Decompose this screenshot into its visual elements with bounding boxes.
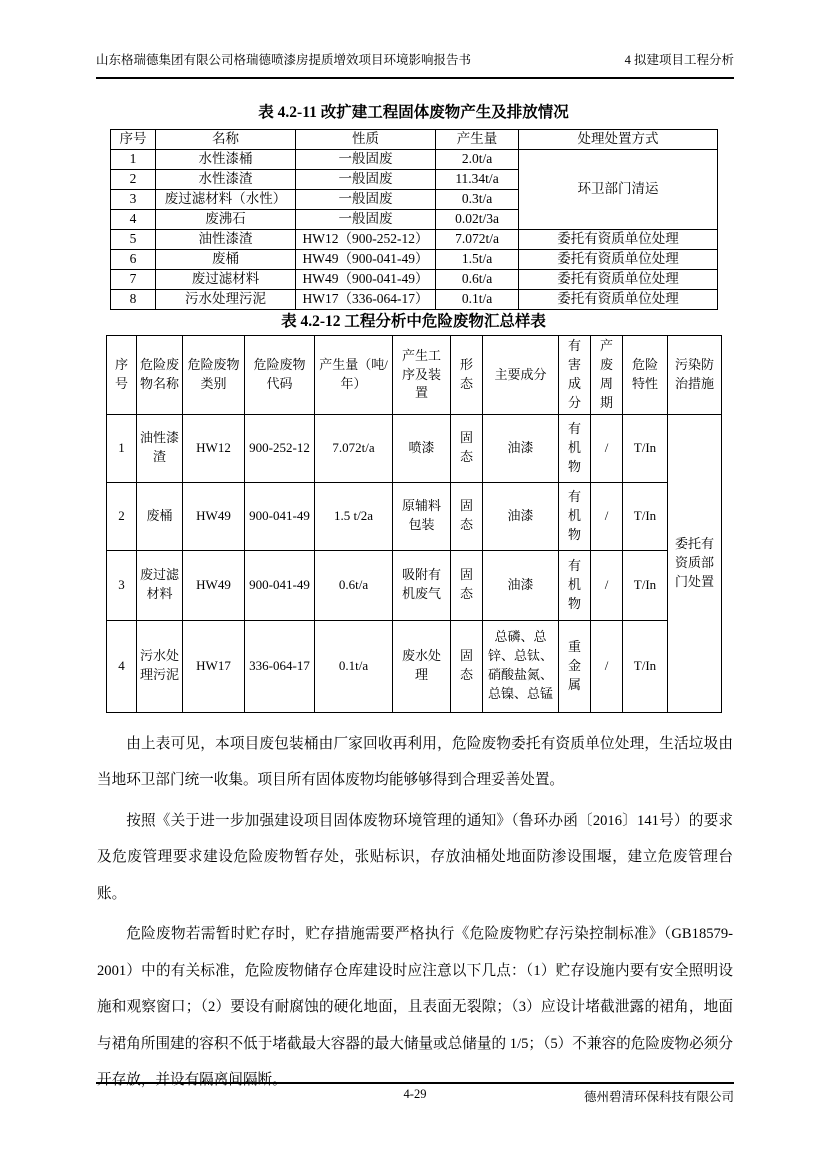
footer-company: 德州碧清环保科技有限公司 <box>583 1090 734 1104</box>
cell-measure-merged: 委托有资质部门处置 <box>668 414 722 712</box>
cell-nature: HW49（900-041-49） <box>296 250 436 270</box>
cell-category: HW17 <box>183 620 245 712</box>
cell-main-component: 总磷、总锌、总钛、硝酸盐氮、总镍、总锰 <box>483 620 559 712</box>
page-header <box>96 50 734 79</box>
cell-no: 6 <box>111 250 156 270</box>
cell-name: 废过滤材料 <box>156 270 296 290</box>
cell-no: 1 <box>111 150 156 170</box>
cell-main-component: 油漆 <box>483 414 559 482</box>
table-row <box>107 482 722 550</box>
cell-amount: 0.02t/3a <box>436 210 519 230</box>
column-header: 性质 <box>296 130 436 150</box>
solid-waste-table <box>110 129 718 310</box>
header-chapter-title: 4 拟建项目工程分析 <box>624 53 734 67</box>
cell-hazard: T/In <box>623 620 668 712</box>
cell-amount: 7.072t/a <box>315 414 393 482</box>
cell-no: 8 <box>111 290 156 310</box>
cell-cycle: / <box>591 414 623 482</box>
cell-amount: 1.5t/a <box>436 250 519 270</box>
column-header: 序号 <box>111 130 156 150</box>
cell-nature: HW49（900-041-49） <box>296 270 436 290</box>
cell-hazard: T/In <box>623 550 668 620</box>
body-text <box>97 726 733 1099</box>
cell-harmful: 有机物 <box>559 550 591 620</box>
cell-amount: 0.1t/a <box>315 620 393 712</box>
cell-process: 废水处理 <box>393 620 451 712</box>
cell-main-component: 油漆 <box>483 550 559 620</box>
paragraph: 按照《关于进一步加强建设项目固体废物环境管理的通知》（鲁环办函〔2016〕141号）的要求及危废管理要求建设危险废物暂存处，张贴标识，存放油桶处地面防渗设围堰，建立危废管理台账。 <box>97 812 733 902</box>
cell-nature: 一般固废 <box>296 170 436 190</box>
column-header: 序号 <box>107 336 137 414</box>
cell-harmful: 重金属 <box>559 620 591 712</box>
cell-no: 2 <box>111 170 156 190</box>
column-header: 形态 <box>451 336 483 414</box>
table-row <box>107 414 722 482</box>
cell-cycle: / <box>591 482 623 550</box>
cell-name: 废桶 <box>137 482 183 550</box>
cell-no: 4 <box>107 620 137 712</box>
cell-amount: 11.34t/a <box>436 170 519 190</box>
cell-cycle: / <box>591 550 623 620</box>
cell-hazard: T/In <box>623 482 668 550</box>
column-header: 名称 <box>156 130 296 150</box>
cell-no: 3 <box>107 550 137 620</box>
column-header: 危险废物名称 <box>137 336 183 414</box>
cell-amount: 2.0t/a <box>436 150 519 170</box>
cell-code: 900-041-49 <box>245 550 315 620</box>
column-header: 产生量（吨/年） <box>315 336 393 414</box>
table-row <box>111 150 718 170</box>
cell-name: 废过滤材料（水性） <box>156 190 296 210</box>
table-row <box>111 290 718 310</box>
table-row <box>107 550 722 620</box>
cell-no: 3 <box>111 190 156 210</box>
cell-code: 900-252-12 <box>245 414 315 482</box>
cell-form: 固态 <box>451 550 483 620</box>
column-header: 处理处置方式 <box>519 130 718 150</box>
cell-disposal-merged: 环卫部门清运 <box>519 150 718 230</box>
cell-name: 水性漆渣 <box>156 170 296 190</box>
cell-category: HW49 <box>183 482 245 550</box>
table1-title: 表 4.2-11 改扩建工程固体废物产生及排放情况 <box>258 104 569 121</box>
header-report-title: 山东格瑞德集团有限公司格瑞德喷漆房提质增效项目环境影响报告书 <box>96 53 472 67</box>
cell-no: 5 <box>111 230 156 250</box>
cell-amount: 0.1t/a <box>436 290 519 310</box>
cell-code: 336-064-17 <box>245 620 315 712</box>
cell-nature: 一般固废 <box>296 150 436 170</box>
cell-process: 喷漆 <box>393 414 451 482</box>
table-header-row <box>111 130 718 150</box>
cell-nature: HW17（336-064-17） <box>296 290 436 310</box>
cell-harmful: 有机物 <box>559 414 591 482</box>
column-header: 主要成分 <box>483 336 559 414</box>
cell-hazard: T/In <box>623 414 668 482</box>
paragraph: 危险废物若需暂时贮存时，贮存措施需要严格执行《危险废物贮存污染控制标准》（GB18579-2001）中的有关标准，危险废物储存仓库建设时应注意以下几点：（1）贮存设施内要有安全照明设施和观察窗口；（2）要设有耐腐蚀的硬化地面，且表面无裂隙；（3）应设计堵截泄露的裙角，地面与裙角所围建的容积不低于堵截最大容器的最大储量或总储量的 1/5；（5）不兼容的危险废物必须分开存放，并设有隔离间隔断。 <box>97 926 733 1089</box>
cell-name: 水性漆桶 <box>156 150 296 170</box>
cell-nature: HW12（900-252-12） <box>296 230 436 250</box>
column-header: 产生量 <box>436 130 519 150</box>
column-header: 产废周期 <box>591 336 623 414</box>
cell-name: 废桶 <box>156 250 296 270</box>
page-footer <box>96 1082 734 1108</box>
column-header: 有害成分 <box>559 336 591 414</box>
page-number: 4-29 <box>403 1087 427 1101</box>
cell-form: 固态 <box>451 414 483 482</box>
cell-category: HW12 <box>183 414 245 482</box>
cell-disposal: 委托有资质单位处理 <box>519 250 718 270</box>
cell-nature: 一般固废 <box>296 210 436 230</box>
table-header-row <box>107 336 722 414</box>
cell-name: 油性漆渣 <box>156 230 296 250</box>
cell-name: 废沸石 <box>156 210 296 230</box>
cell-amount: 1.5 t/2a <box>315 482 393 550</box>
cell-process: 原辅料包装 <box>393 482 451 550</box>
cell-form: 固态 <box>451 620 483 712</box>
cell-harmful: 有机物 <box>559 482 591 550</box>
hazardous-waste-table <box>106 335 722 712</box>
column-header: 产生工序及装置 <box>393 336 451 414</box>
cell-name: 油性漆渣 <box>137 414 183 482</box>
cell-no: 4 <box>111 210 156 230</box>
cell-name: 污水处理污泥 <box>137 620 183 712</box>
column-header: 污染防治措施 <box>668 336 722 414</box>
cell-amount: 0.6t/a <box>436 270 519 290</box>
cell-main-component: 油漆 <box>483 482 559 550</box>
cell-amount: 0.6t/a <box>315 550 393 620</box>
cell-amount: 0.3t/a <box>436 190 519 210</box>
cell-no: 7 <box>111 270 156 290</box>
column-header: 危险特性 <box>623 336 668 414</box>
paragraph: 由上表可见，本项目废包装桶由厂家回收再利用，危险废物委托有资质单位处理，生活垃圾由当地环卫部门统一收集。项目所有固体废物均能够够得到合理妥善处置。 <box>97 735 733 789</box>
cell-name: 污水处理污泥 <box>156 290 296 310</box>
cell-process: 吸附有机废气 <box>393 550 451 620</box>
cell-category: HW49 <box>183 550 245 620</box>
cell-disposal: 委托有资质单位处理 <box>519 230 718 250</box>
table-row <box>111 230 718 250</box>
cell-name: 废过滤材料 <box>137 550 183 620</box>
cell-no: 1 <box>107 414 137 482</box>
cell-amount: 7.072t/a <box>436 230 519 250</box>
table-row <box>111 270 718 290</box>
table-row <box>107 620 722 712</box>
cell-form: 固态 <box>451 482 483 550</box>
table-row <box>111 250 718 270</box>
cell-disposal: 委托有资质单位处理 <box>519 290 718 310</box>
column-header: 危险废物类别 <box>183 336 245 414</box>
cell-cycle: / <box>591 620 623 712</box>
cell-code: 900-041-49 <box>245 482 315 550</box>
cell-nature: 一般固废 <box>296 190 436 210</box>
cell-disposal: 委托有资质单位处理 <box>519 270 718 290</box>
cell-no: 2 <box>107 482 137 550</box>
column-header: 危险废物代码 <box>245 336 315 414</box>
table2-title: 表 4.2-12 工程分析中危险废物汇总样表 <box>281 313 546 331</box>
